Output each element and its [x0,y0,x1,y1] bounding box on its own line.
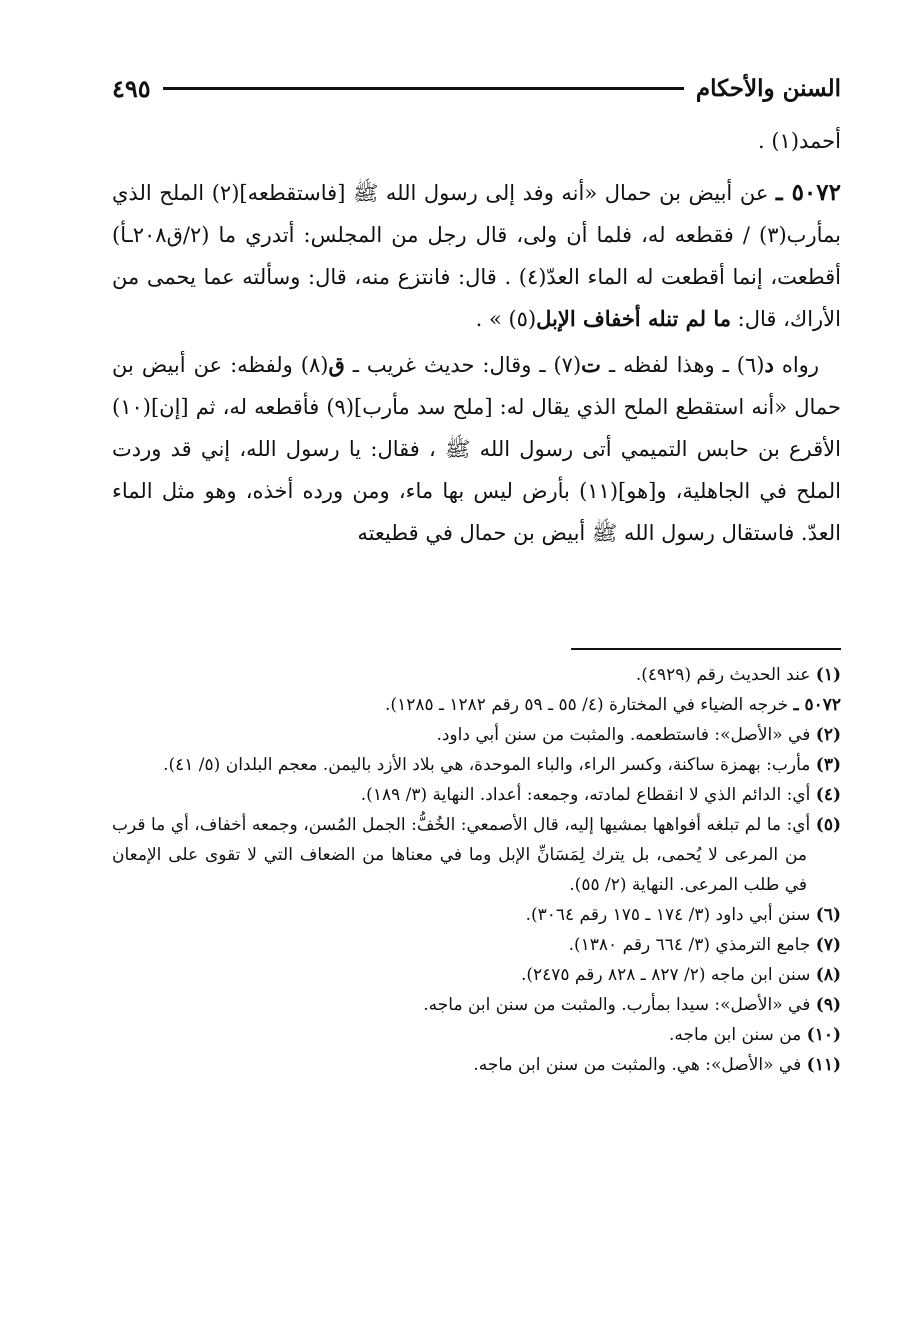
footnote [112,990,841,1020]
footnote [112,720,841,750]
footnote [112,780,841,810]
footnote [112,1020,841,1050]
footnote-text: جامع الترمذي (٣/ ٦٦٤ رقم ١٣٨٠). [568,935,811,955]
footnote [112,810,841,900]
footnote-text: أي: ما لم تبلغه أفواهها بمشيها إليه، قال الأصمعي: الخُفُّ: الجمل المُسن، وجمعه أخفاف، أي ما قرب من المرعى لا يُحمى، بل يترك لِمَسَانِّ الإبل وما في معناها من الضعاف التي لا تقوى على الإمعان في طلب المرعى. النهاية (٢/ ٥٥). [112,815,811,895]
footnote-text: في «الأصل»: هي. والمثبت من سنن ابن ماجه. [473,1055,802,1075]
footnotes [112,660,841,1080]
hadith-number: ٥٠٧٢ ـ [775,179,841,206]
takhrij-rawahu: رواه [781,353,819,377]
takhrij-segment-3: (٨) ولفظه: عن أبيض بن حمال «أنه استقطع الملح الذي يقال له: [ملح سد مأرب](٩) فأقطعه له، ثم [إن](١٠) الأقرع بن حابس التميمي أتى رسول الله ﷺ ، فقال: يا رسول الله، إني قد وردت الملح في الجاهلية، و[هو](١١) بأرض ليس بها ماء، ومن ورده أخذه، وهو مثل الماء العدّ. فاستقال رسول الله ﷺ أبيض بن حمال في قطيعته [112,353,841,545]
footnote [112,750,841,780]
footnote-text: خرجه الضياء في المختارة (٤/ ٥٥ ـ ٥٩ رقم ١٢٨٢ ـ ١٢٨٥). [385,695,789,715]
footnote-ref: (٩) [815,995,841,1015]
symbol-abu-dawud: د [764,352,774,377]
footnote [112,960,841,990]
running-title: السنن والأحكام [695,74,841,102]
footnote [112,930,841,960]
footnote-ref: (٨) [815,965,841,985]
running-header [112,70,841,106]
footnote-ref: (٣) [815,755,841,775]
takhrij-segment-2: (٧) ـ وقال: حديث غريب ـ [352,353,582,377]
footnote-text: أي: الدائم الذي لا انقطاع لمادته، وجمعه: أعداد. النهاية (٣/ ١٨٩). [360,785,811,805]
hadith-paragraph [112,172,841,340]
footnote-ref: (١) [815,665,841,685]
footnote-ref: (٤) [815,785,841,805]
footnote-ref: (٥) [815,815,841,835]
footnote-ref: (٧) [815,935,841,955]
takhrij-segment-1: (٦) ـ وهذا لفظه ـ [608,353,765,377]
hadith-text-2: أقطعت، إنما أقطعت له الماء العدّ(٤) . قال: فانتزع منه، قال: وسألته عما يحمى من الأراك، قال: [112,265,841,331]
footnote-text: في «الأصل»: فاستطعمه. والمثبت من سنن أبي داود. [436,725,811,745]
footnote-text: في «الأصل»: سيدا بمأرب. والمثبت من سنن ابن ماجه. [423,995,811,1015]
page-number: ٤٩٥ [112,73,151,103]
footnote-text: سنن ابن ماجه (٢/ ٨٢٧ ـ ٨٢٨ رقم ٢٤٧٥). [520,965,811,985]
footnote-text: سنن أبي داود (٣/ ١٧٤ ـ ١٧٥ رقم ٣٠٦٤). [525,905,811,925]
footnote-ref: ٥٠٧٢ ـ [793,695,841,715]
header-rule [163,87,684,90]
hadith-text-3: (٥) » . [475,307,537,331]
footnote [112,660,841,690]
symbol-ibn-majah: ق [328,352,345,377]
main-text [112,120,841,554]
previous-entry-end: أحمد(١) . [757,129,841,153]
footnote [112,1050,841,1080]
footnote-ref: (١١) [806,1055,841,1075]
hadith-text-1: عن أبيض بن حمال «أنه وفد إلى رسول الله ﷺ [فاستقطعه](٢) الملح الذي بمأرب(٣) / فقطعه له، فلما أن ولى، قال رجل من المجلس: أتدري ما [112,181,841,247]
footnote-text: عند الحديث رقم (٤٩٢٩). [635,665,811,685]
takhrij-paragraph [112,344,841,554]
hadith-emphasis: ما لم تنله أخفاف الإبل [536,306,731,331]
manuscript-reference: (٢/ق٢٠٨ـأ) [112,223,210,247]
footnote-ref: (١٠) [806,1025,841,1045]
footnote [112,900,841,930]
footnote-text: من سنن ابن ماجه. [668,1025,802,1045]
footnote-ref: (٦) [815,905,841,925]
symbol-tirmidhi: ت [581,352,601,377]
footnote-text: مأرب: بهمزة ساكنة، وكسر الراء، والباء الموحدة، هي بلاد الأزد باليمن. معجم البلدان (٥/ ٤١). [163,755,811,775]
footnote-separator [571,648,841,650]
footnote [112,690,841,720]
footnote-ref: (٢) [815,725,841,745]
